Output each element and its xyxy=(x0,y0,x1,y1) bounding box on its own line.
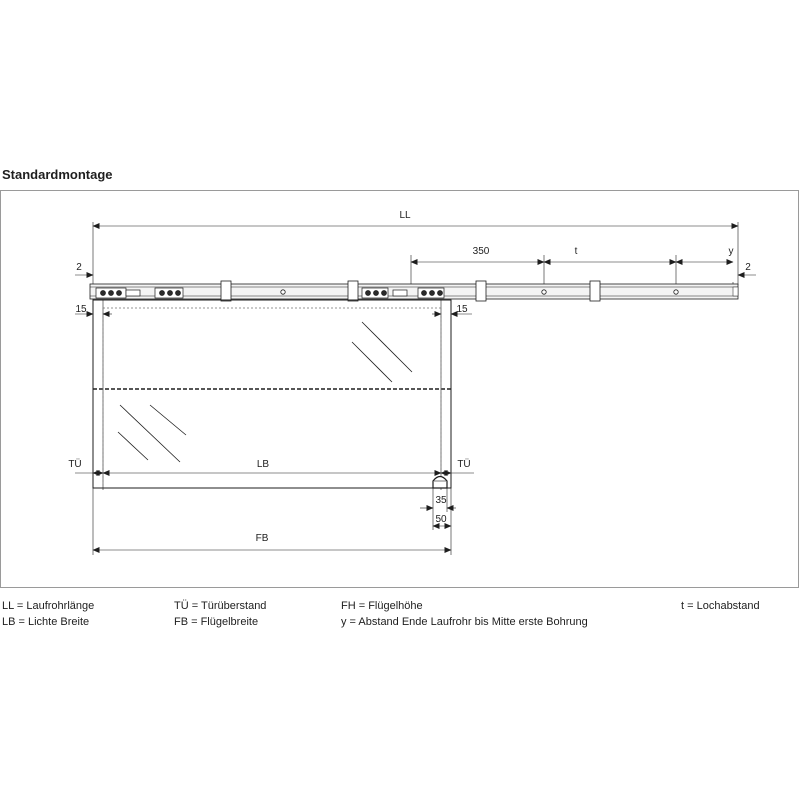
floor-guide xyxy=(433,477,447,489)
legend-lb: LB = Lichte Breite xyxy=(2,616,90,628)
dim-2-right-label: 2 xyxy=(745,262,751,273)
legend-fb: FB = Flügelbreite xyxy=(174,616,259,628)
dim-fb-label: FB xyxy=(255,533,269,544)
dim-2-left-label: 2 xyxy=(76,262,82,273)
dim-t-label: t xyxy=(574,246,578,257)
door-leaf xyxy=(93,300,451,488)
page-title: Standardmontage xyxy=(2,167,113,182)
dim-lb-label: LB xyxy=(256,459,270,470)
dim-50-label: 50 xyxy=(435,514,447,525)
dim-15-right-label: 15 xyxy=(456,304,468,315)
legend-ll: LL = Laufrohrlänge xyxy=(2,600,95,612)
dim-tu-right-label: TÜ xyxy=(457,459,471,470)
glass-reflection xyxy=(118,322,412,462)
dim-y-label: y xyxy=(728,246,734,257)
dim-ll-label: LL xyxy=(399,210,411,221)
dim-35-label: 35 xyxy=(435,495,447,506)
dim-15-left-label: 15 xyxy=(75,304,87,315)
dimension-lines xyxy=(75,226,756,550)
legend-fh: FH = Flügelhöhe xyxy=(341,600,423,612)
legend-y: y = Abstand Ende Laufrohr bis Mitte erste Bohrung xyxy=(341,616,588,628)
dim-350-label: 350 xyxy=(472,246,490,257)
dim-tu-left-label: TÜ xyxy=(68,459,82,470)
wall-opening xyxy=(103,308,441,488)
track-rail xyxy=(90,284,738,299)
legend-t: t = Lochabstand xyxy=(681,600,760,612)
legend-tu: TÜ = Türüberstand xyxy=(174,600,267,612)
